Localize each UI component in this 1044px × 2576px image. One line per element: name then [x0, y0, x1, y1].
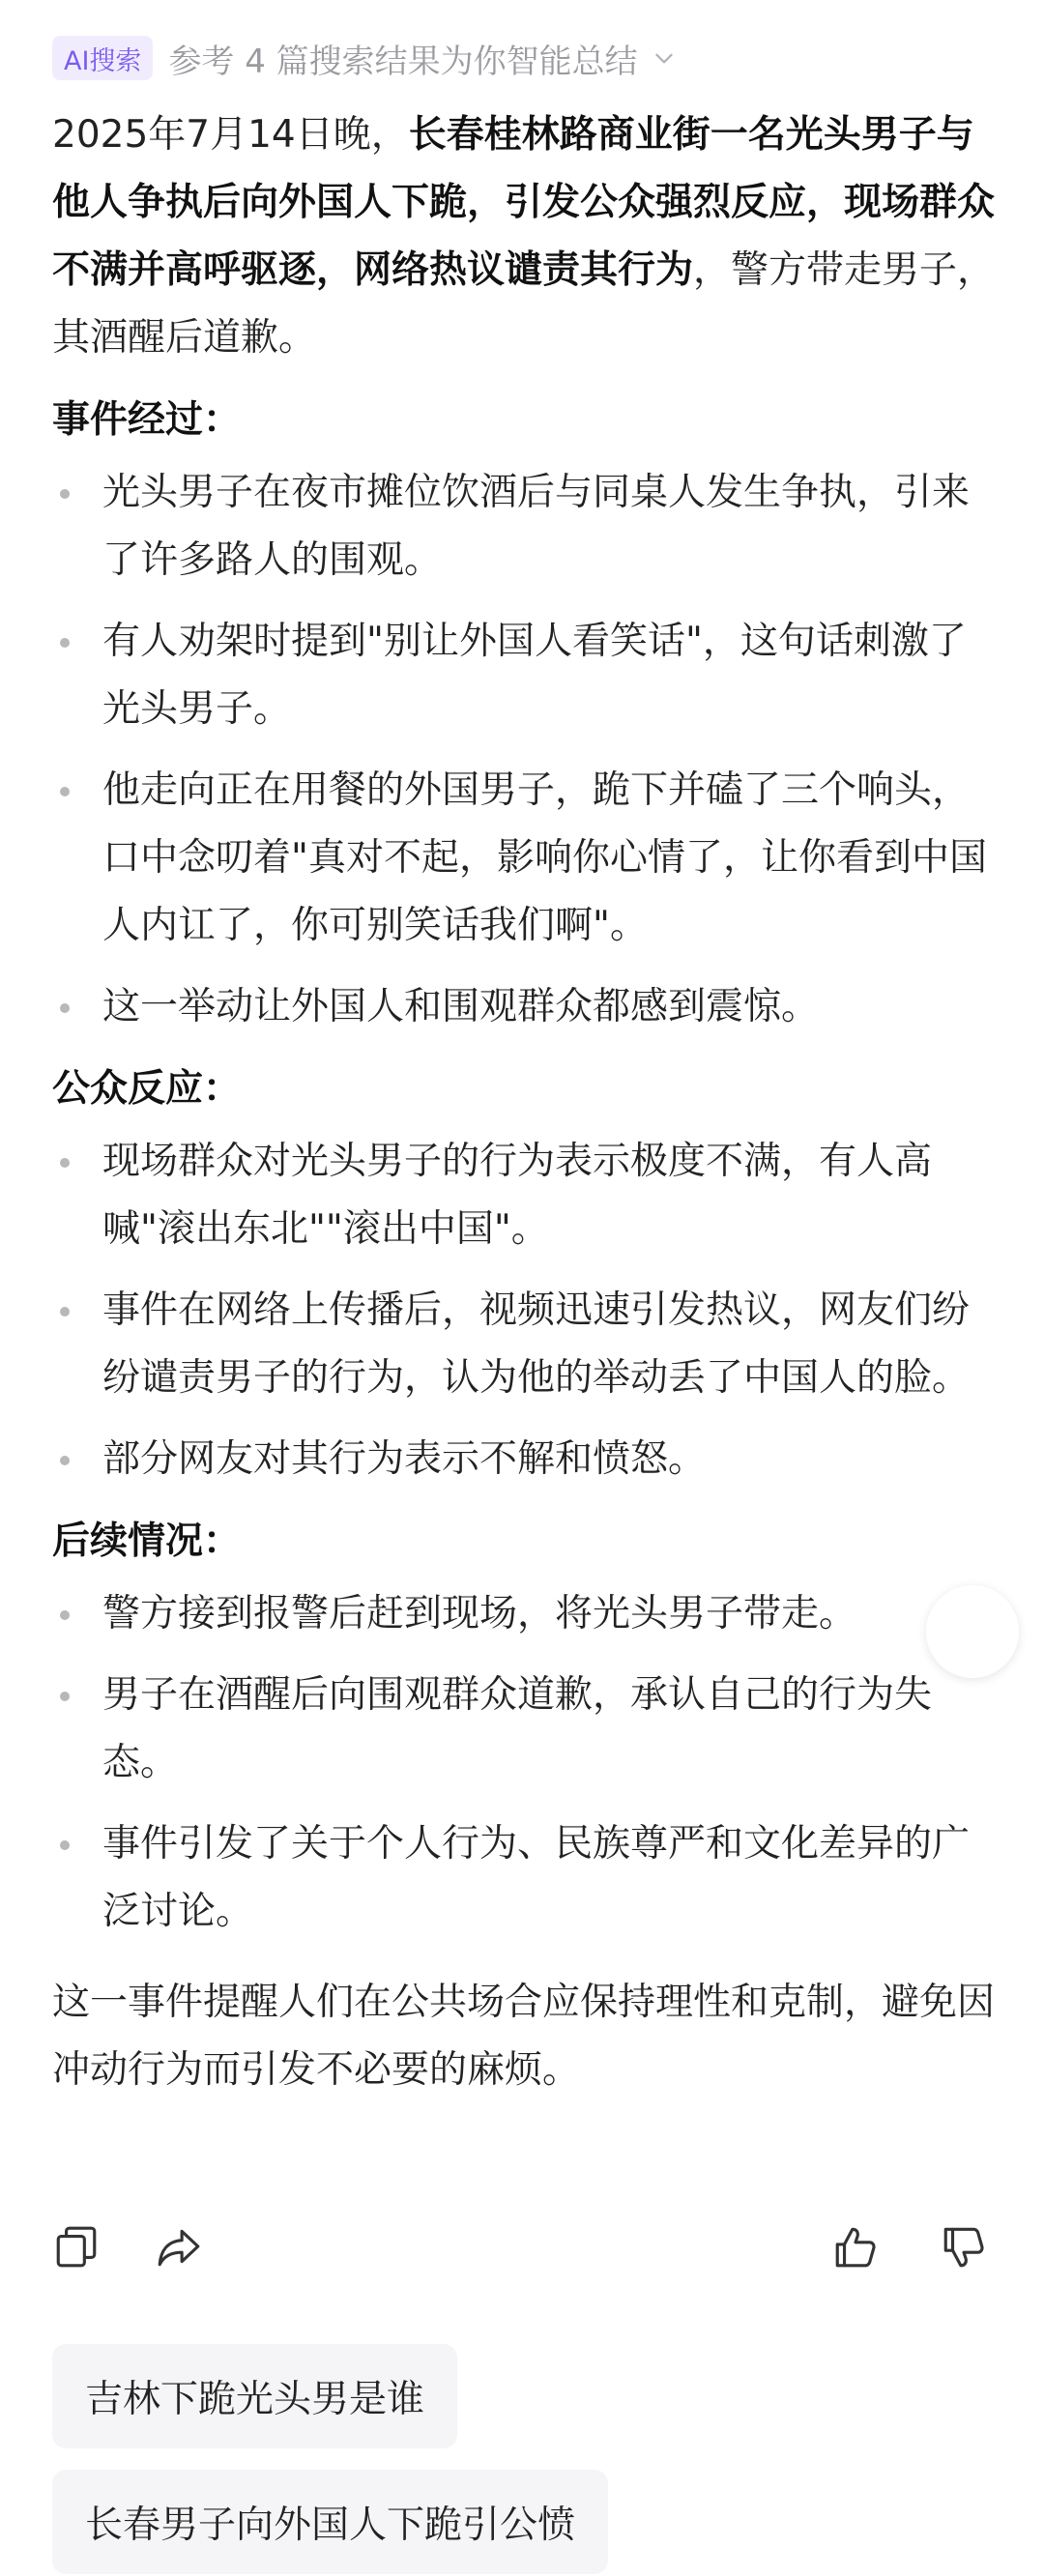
reaction-list	[52, 1128, 996, 1493]
list-item	[52, 1128, 996, 1263]
follow-up-list	[52, 1580, 996, 1946]
section-title-follow-up: 后续情况：	[52, 1520, 242, 1563]
bullet-icon	[60, 1307, 70, 1317]
search-summary-header[interactable]	[52, 35, 677, 81]
answer-content	[52, 101, 996, 2104]
list-item-text: 现场群众对光头男子的行为表示极度不满，有人高喊"滚出东北""滚出中国"。	[102, 1140, 933, 1251]
list-item	[52, 1426, 996, 1493]
bullet-icon	[60, 1456, 70, 1465]
section-title-public-reaction: 公众反应：	[52, 1067, 242, 1111]
list-item-text: 他走向正在用餐的外国男子，跪下并磕了三个响头，口中念叨着"真对不起，影响你心情了，让你看到中国人内讧了，你可别笑话我们啊"。	[102, 768, 987, 947]
list-item	[52, 1277, 996, 1412]
list-item	[52, 1580, 996, 1648]
incident-list	[52, 459, 996, 1041]
list-item	[52, 757, 996, 960]
floating-scroll-button[interactable]	[926, 1585, 1019, 1678]
bullet-icon	[60, 1003, 70, 1013]
share-icon[interactable]	[155, 2223, 203, 2272]
bullet-icon	[60, 638, 70, 648]
thumbs-up-icon[interactable]	[831, 2223, 880, 2272]
list-item-text: 这一举动让外国人和围观群众都感到震惊。	[102, 985, 820, 1028]
closing-paragraph: 这一事件提醒人们在公共场合应保持理性和克制，避免因冲动行为而引发不必要的麻烦。	[52, 1981, 996, 2092]
list-item	[52, 973, 996, 1041]
ai-search-badge: AI搜索	[52, 36, 153, 80]
thumbs-down-icon[interactable]	[940, 2223, 988, 2272]
list-item-text: 事件在网络上传播后，视频迅速引发热议，网友们纷纷谴责男子的行为，认为他的举动丢了中国人的脸。	[102, 1288, 971, 1400]
list-item-text: 有人劝架时提到"别让外国人看笑话"，这句话刺激了光头男子。	[102, 620, 967, 731]
bullet-icon	[60, 1610, 70, 1620]
bullet-icon	[60, 1840, 70, 1850]
bullet-icon	[60, 1692, 70, 1701]
copy-icon[interactable]	[52, 2223, 101, 2272]
answer-actions-bar	[52, 2223, 996, 2281]
list-item-text: 男子在酒醒后向围观群众道歉，承认自己的行为失态。	[102, 1673, 933, 1784]
list-item-text: 事件引发了关于个人行为、民族尊严和文化差异的广泛讨论。	[102, 1822, 971, 1933]
bullet-icon	[60, 787, 70, 796]
list-item	[52, 1810, 996, 1946]
section-title-incident: 事件经过：	[52, 398, 242, 442]
suggested-query-chip[interactable]: 长春男子向外国人下跪引公愤	[52, 2470, 608, 2574]
suggested-query-chip[interactable]: 吉林下跪光头男是谁	[52, 2344, 457, 2448]
intro-highlight: 长春桂林路商业街一名光头男子与他人争执后向外国人下跪，引发公众强烈反应，现场群众不满并高呼驱逐，网络热议谴责其行为	[52, 113, 996, 292]
intro-paragraph	[52, 101, 996, 372]
bullet-icon	[60, 1158, 70, 1168]
intro-rest: ，警方带走男子，其酒醒后道歉。	[52, 248, 996, 360]
list-item	[52, 1662, 996, 1797]
bullet-icon	[60, 489, 70, 499]
intro-date: 2025年7月14日晚，	[52, 113, 409, 157]
list-item-text: 警方接到报警后赶到现场，将光头男子带走。	[102, 1592, 857, 1635]
chevron-down-icon[interactable]	[652, 45, 677, 71]
list-item-text: 部分网友对其行为表示不解和愤怒。	[102, 1437, 707, 1481]
list-item-text: 光头男子在夜市摊位饮酒后与同桌人发生争执，引来了许多路人的围观。	[102, 471, 971, 582]
list-item	[52, 608, 996, 743]
list-item	[52, 459, 996, 594]
reference-summary-text: 参考 4 篇搜索结果为你智能总结	[168, 42, 638, 81]
